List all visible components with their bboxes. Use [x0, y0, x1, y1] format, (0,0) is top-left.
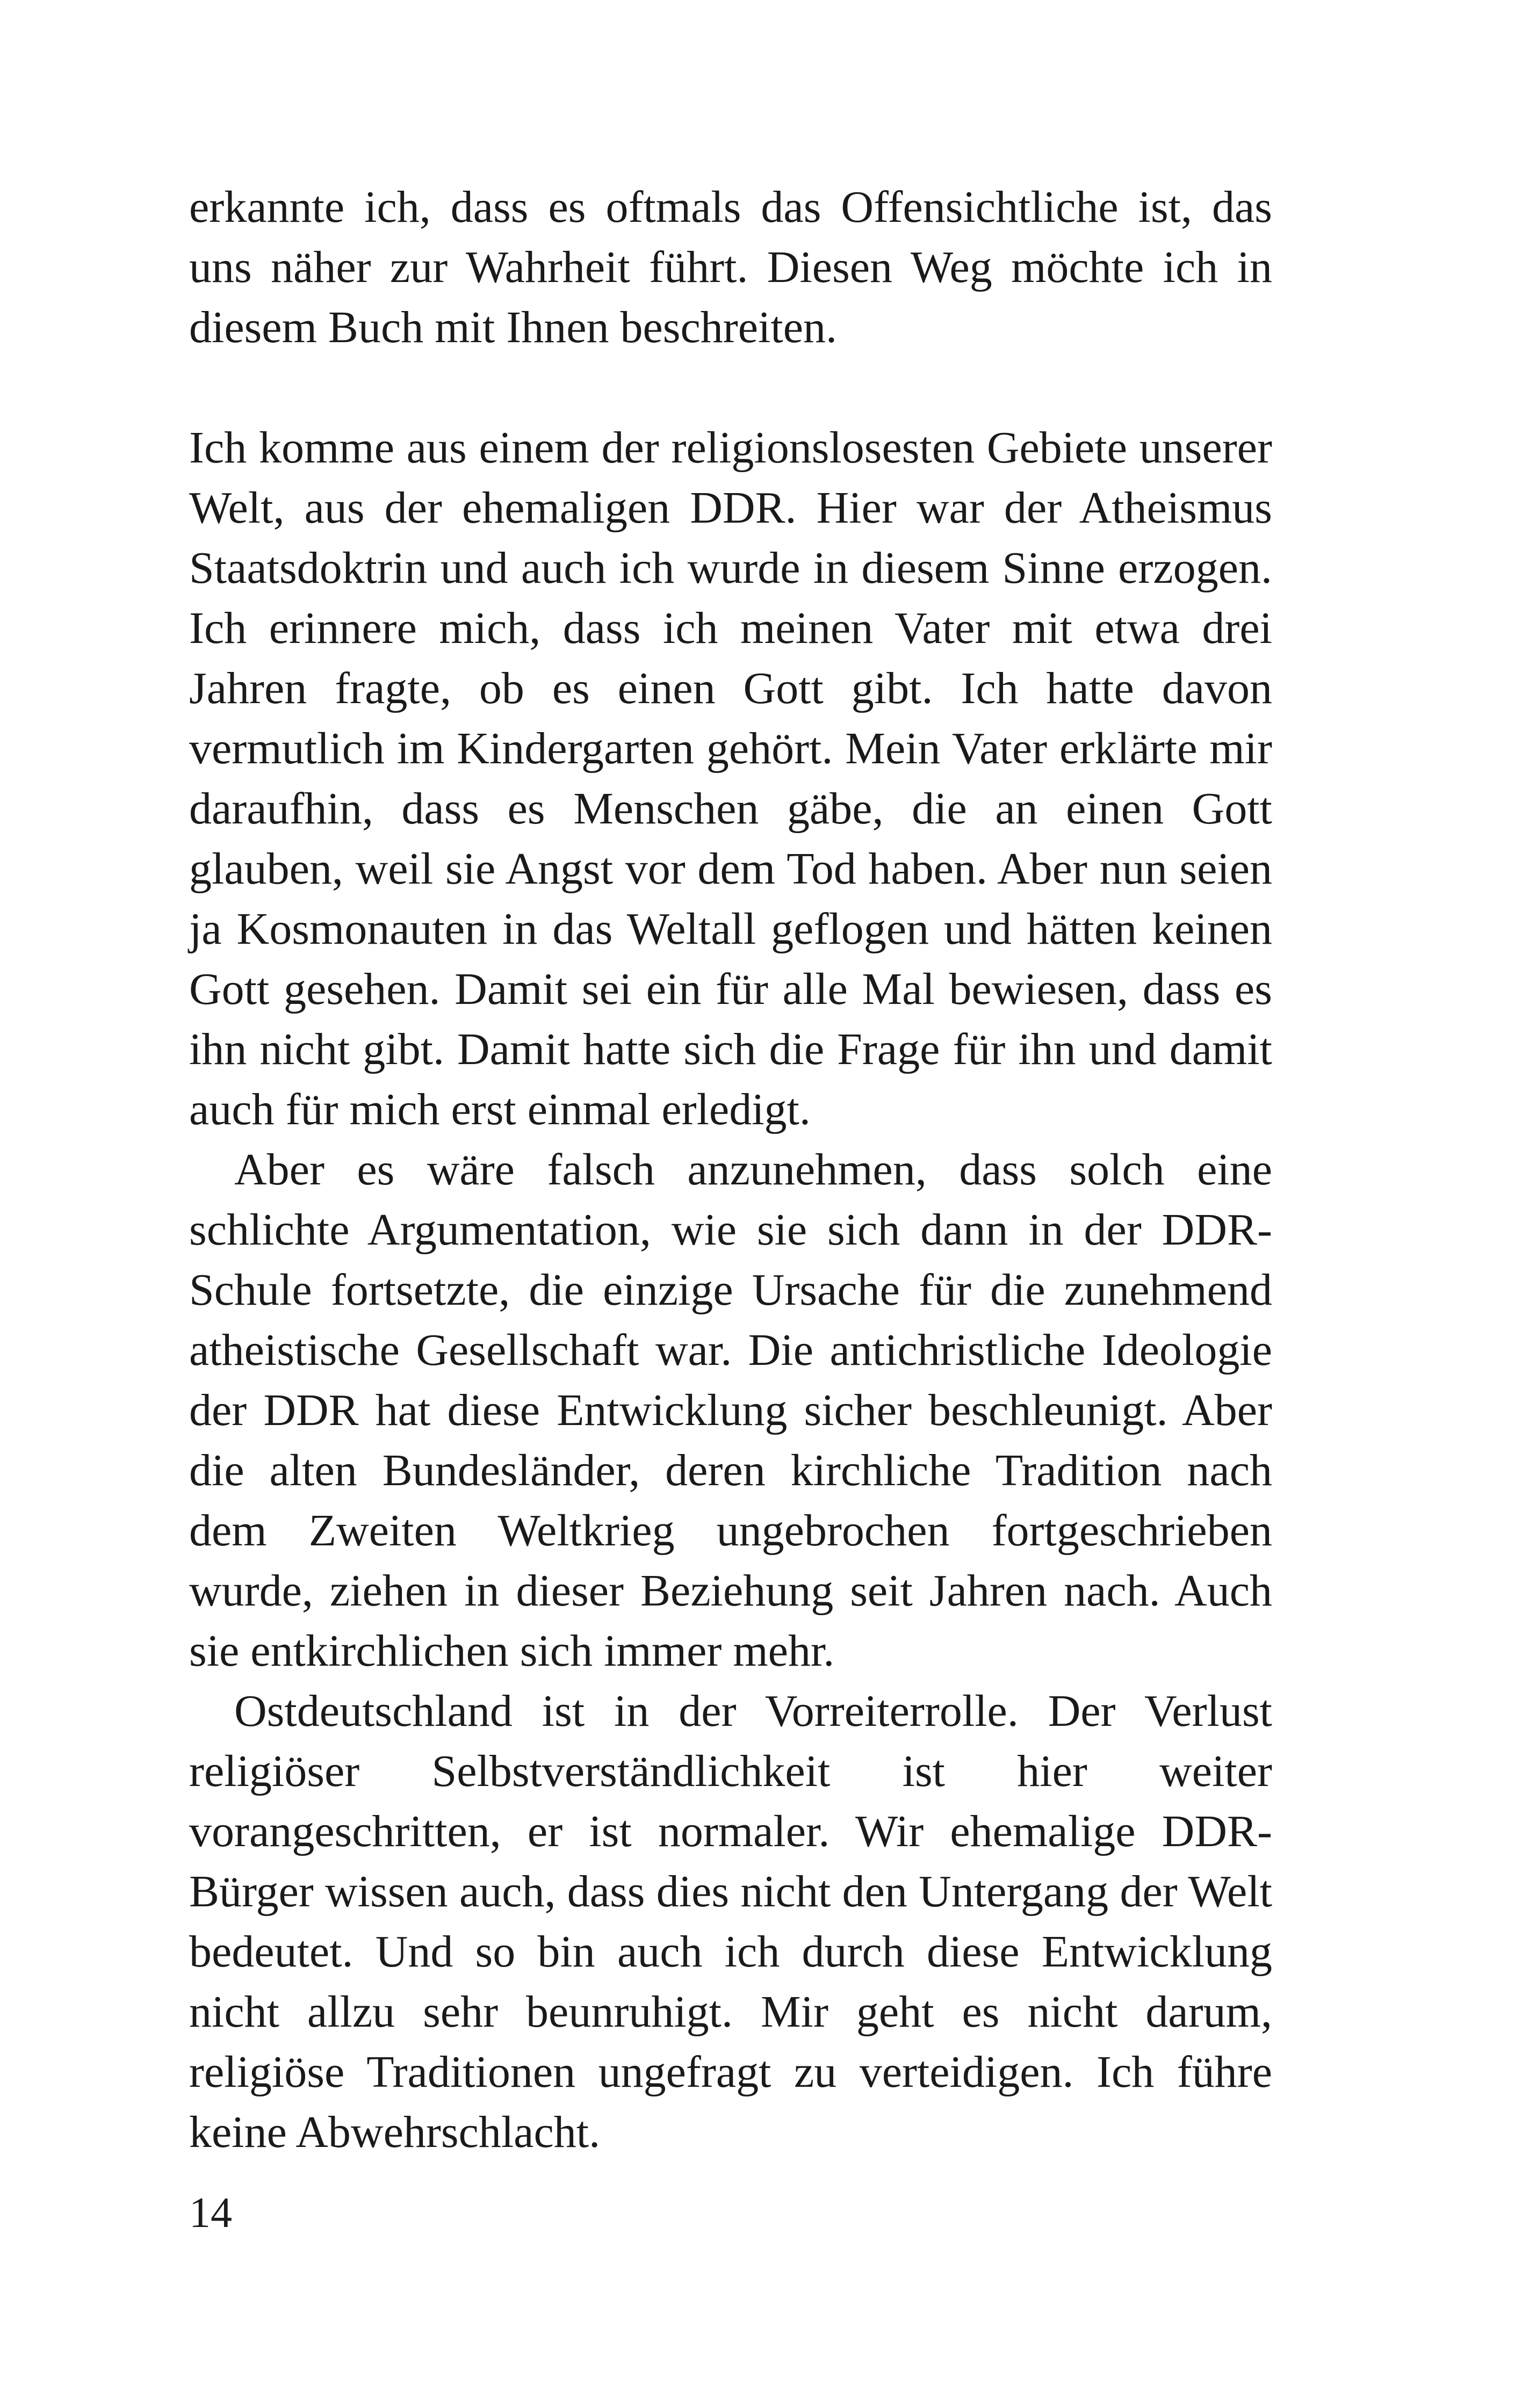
paragraph-ddr-childhood: Ich komme aus einem der religionslosesten Gebiete unserer Welt, aus der ehemaligen DDR. Hier war der Atheismus Staatsdoktrin und auch ich wurde in diesem Sinne erzogen. Ich erinnere mich, dass ich meinen Vater mit etwa drei Jahren fragte, ob es einen Gott gibt. Ich hatte davon vermutlich im Kindergarten gehört. Mein Vater erklärte mir daraufhin, dass es Menschen gäbe, die an einen Gott glauben, weil sie Angst vor dem Tod haben. Aber nun seien ja Kosmonauten in das Weltall geflogen und hätten keinen Gott gesehen. Damit sei ein für alle Mal bewiesen, dass es ihn nicht gibt. Damit hatte sich die Frage für ihn und damit auch für mich erst einmal erledigt. — [189, 423, 1272, 1134]
text-block-top — [189, 177, 1272, 358]
paragraph-continuation: erkannte ich, dass es oftmals das Offensichtliche ist, das uns näher zur Wahrheit führt. Diesen Weg möchte ich in diesem Buch mit Ihnen beschreiten. — [189, 182, 1272, 352]
paragraph-argumentation: Aber es wäre falsch anzunehmen, dass solch eine schlichte Argumentation, wie sie sich dann in der DDR-Schule fortsetzte, die einzige Ursache für die zunehmend atheistische Gesellschaft war. Die antichristliche Ideologie der DDR hat diese Entwicklung sicher beschleunigt. Aber die alten Bundesländer, deren kirchliche Tradition nach dem Zweiten Weltkrieg ungebrochen fortgeschrieben wurde, ziehen in dieser Beziehung seit Jahren nach. Auch sie entkirchlichen sich immer mehr. — [189, 1145, 1272, 1676]
paragraph-ostdeutschland: Ostdeutschland ist in der Vorreiterrolle. Der Verlust religiöser Selbstverständlichkeit ist hier weiter vorangeschritten, er ist normaler. Wir ehemalige DDR-Bürger wissen auch, dass dies nicht den Untergang der Welt bedeutet. Und so bin auch ich durch diese Entwicklung nicht allzu sehr beunruhigt. Mir geht es nicht darum, religiöse Traditionen ungefragt zu verteidigen. Ich führe keine Abwehrschlacht. — [189, 1686, 1272, 2157]
page-number: 14 — [189, 2189, 232, 2237]
text-block-main — [189, 418, 1272, 2163]
